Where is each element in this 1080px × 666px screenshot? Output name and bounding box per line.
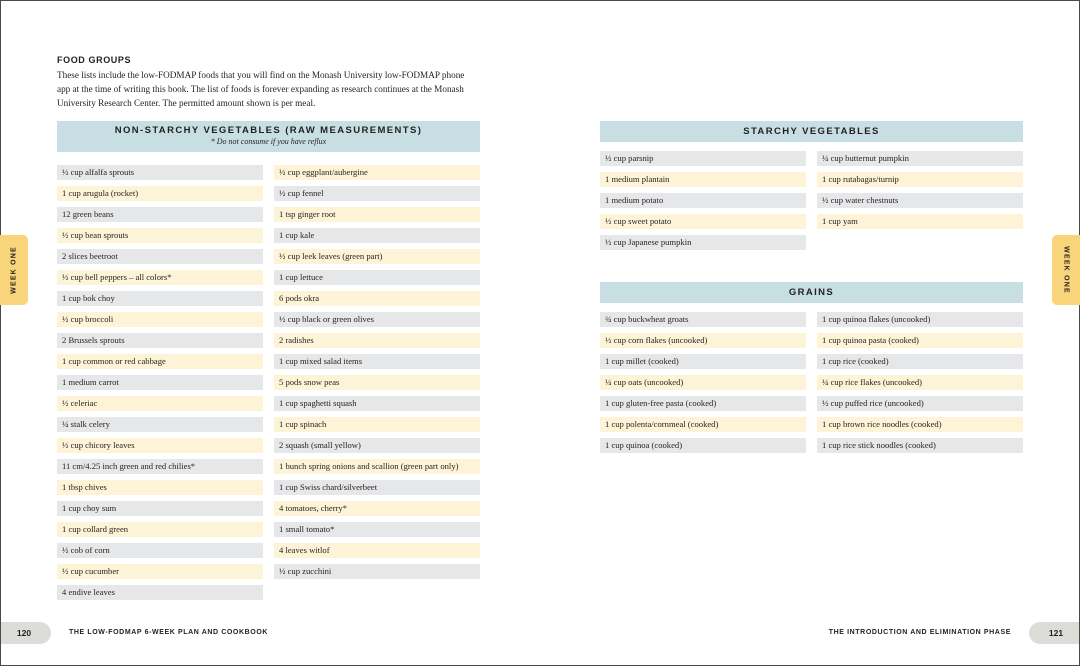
food-item: ¼ cup oats (uncooked) xyxy=(600,375,806,390)
food-item: ¼ stalk celery xyxy=(57,417,263,432)
food-item: ½ cob of corn xyxy=(57,543,263,558)
food-item: 11 cm/4.25 inch green and red chilies* xyxy=(57,459,263,474)
food-item: 1 cup polenta/cornmeal (cooked) xyxy=(600,417,806,432)
food-item: ½ cup eggplant/aubergine xyxy=(274,165,480,180)
food-item: ½ cup puffed rice (uncooked) xyxy=(817,396,1023,411)
week-one-tab-left-label: WEEK ONE xyxy=(10,246,18,294)
food-item: 1 cup lettuce xyxy=(274,270,480,285)
food-item: ½ cup zucchini xyxy=(274,564,480,579)
non-starchy-title: NON-STARCHY VEGETABLES (RAW MEASUREMENTS) xyxy=(114,125,423,136)
food-item: 2 Brussels sprouts xyxy=(57,333,263,348)
food-item: 1 cup brown rice noodles (cooked) xyxy=(817,417,1023,432)
food-item: 1 cup collard green xyxy=(57,522,263,537)
food-item: 2 squash (small yellow) xyxy=(274,438,480,453)
left-page-number: 120 xyxy=(1,622,51,644)
week-one-tab-left xyxy=(0,235,28,305)
food-item: 12 green beans xyxy=(57,207,263,222)
food-item: 1 cup common or red cabbage xyxy=(57,354,263,369)
starchy-title: STARCHY VEGETABLES xyxy=(743,126,880,137)
food-item: 1 small tomato* xyxy=(274,522,480,537)
food-item: 1 tbsp chives xyxy=(57,480,263,495)
food-item: 1 tsp ginger root xyxy=(274,207,480,222)
non-starchy-header xyxy=(57,121,480,152)
food-item: 4 leaves witlof xyxy=(274,543,480,558)
food-item: ½ cup leek leaves (green part) xyxy=(274,249,480,264)
food-item: ½ cup bell peppers – all colors* xyxy=(57,270,263,285)
food-item: 1 cup gluten-free pasta (cooked) xyxy=(600,396,806,411)
food-item: ½ cup parsnip xyxy=(600,151,806,166)
food-item: 1 cup rice (cooked) xyxy=(817,354,1023,369)
food-item: ¾ cup buckwheat groats xyxy=(600,312,806,327)
food-item: 5 pods snow peas xyxy=(274,375,480,390)
food-item: ¼ cup rice flakes (uncooked) xyxy=(817,375,1023,390)
food-item: ½ cup chicory leaves xyxy=(57,438,263,453)
grains-title: GRAINS xyxy=(788,287,835,298)
food-item: 1 medium plantain xyxy=(600,172,806,187)
food-item: 1 cup bok choy xyxy=(57,291,263,306)
food-groups-title: FOOD GROUPS xyxy=(57,55,132,65)
food-item: 1 cup Swiss chard/silverbeet xyxy=(274,480,480,495)
food-item: 1 cup millet (cooked) xyxy=(600,354,806,369)
starchy-header xyxy=(600,121,1023,142)
food-item: 4 endive leaves xyxy=(57,585,263,600)
food-item: ½ cup water chestnuts xyxy=(817,193,1023,208)
food-item: ¼ cup butternut pumpkin xyxy=(817,151,1023,166)
food-item: 1 cup quinoa flakes (uncooked) xyxy=(817,312,1023,327)
left-running-title: THE LOW-FODMAP 6-WEEK PLAN AND COOKBOOK xyxy=(69,629,269,636)
food-item: 4 tomatoes, cherry* xyxy=(274,501,480,516)
food-item: 2 slices beetroot xyxy=(57,249,263,264)
food-item: 1 cup quinoa pasta (cooked) xyxy=(817,333,1023,348)
right-running-title: THE INTRODUCTION AND ELIMINATION PHASE xyxy=(828,629,1011,636)
food-item: 2 radishes xyxy=(274,333,480,348)
food-item: 1 cup mixed salad items xyxy=(274,354,480,369)
food-item: 6 pods okra xyxy=(274,291,480,306)
food-item: 1 medium potato xyxy=(600,193,806,208)
food-item: 1 medium carrot xyxy=(57,375,263,390)
food-item: 1 cup arugula (rocket) xyxy=(57,186,263,201)
food-item: ½ celeriac xyxy=(57,396,263,411)
food-item: ½ cup black or green olives xyxy=(274,312,480,327)
food-item: 1 cup spinach xyxy=(274,417,480,432)
food-item: 1 bunch spring onions and scallion (green part only) xyxy=(274,459,480,474)
food-item: 1 cup spaghetti squash xyxy=(274,396,480,411)
food-item: ½ cup bean sprouts xyxy=(57,228,263,243)
food-groups-intro: These lists include the low-FODMAP foods that you will find on the Monash University low-FODMAP phone app at the time of writing this book. The list of foods is forever expanding as research continues at the Monash University Research Center. The permitted amount shown is per meal. xyxy=(57,70,465,108)
reflux-note: * Do not consume if you have reflux xyxy=(210,137,327,146)
food-item: 1 cup rice stick noodles (cooked) xyxy=(817,438,1023,453)
food-item: 1 cup rutabagas/turnip xyxy=(817,172,1023,187)
food-item: 1 cup quinoa (cooked) xyxy=(600,438,806,453)
food-item: ½ cup fennel xyxy=(274,186,480,201)
food-item: ½ cup alfalfa sprouts xyxy=(57,165,263,180)
food-item: ½ cup Japanese pumpkin xyxy=(600,235,806,250)
food-item: ½ cup sweet potato xyxy=(600,214,806,229)
food-item: ½ cup corn flakes (uncooked) xyxy=(600,333,806,348)
right-page-number: 121 xyxy=(1029,622,1079,644)
food-item: 1 cup choy sum xyxy=(57,501,263,516)
food-item: ½ cup broccoli xyxy=(57,312,263,327)
grains-header xyxy=(600,282,1023,303)
week-one-tab-right-label: WEEK ONE xyxy=(1062,246,1070,294)
week-one-tab-right xyxy=(1052,235,1080,305)
food-item: 1 cup kale xyxy=(274,228,480,243)
food-item: 1 cup yam xyxy=(817,214,1023,229)
food-item: ½ cup cucumber xyxy=(57,564,263,579)
